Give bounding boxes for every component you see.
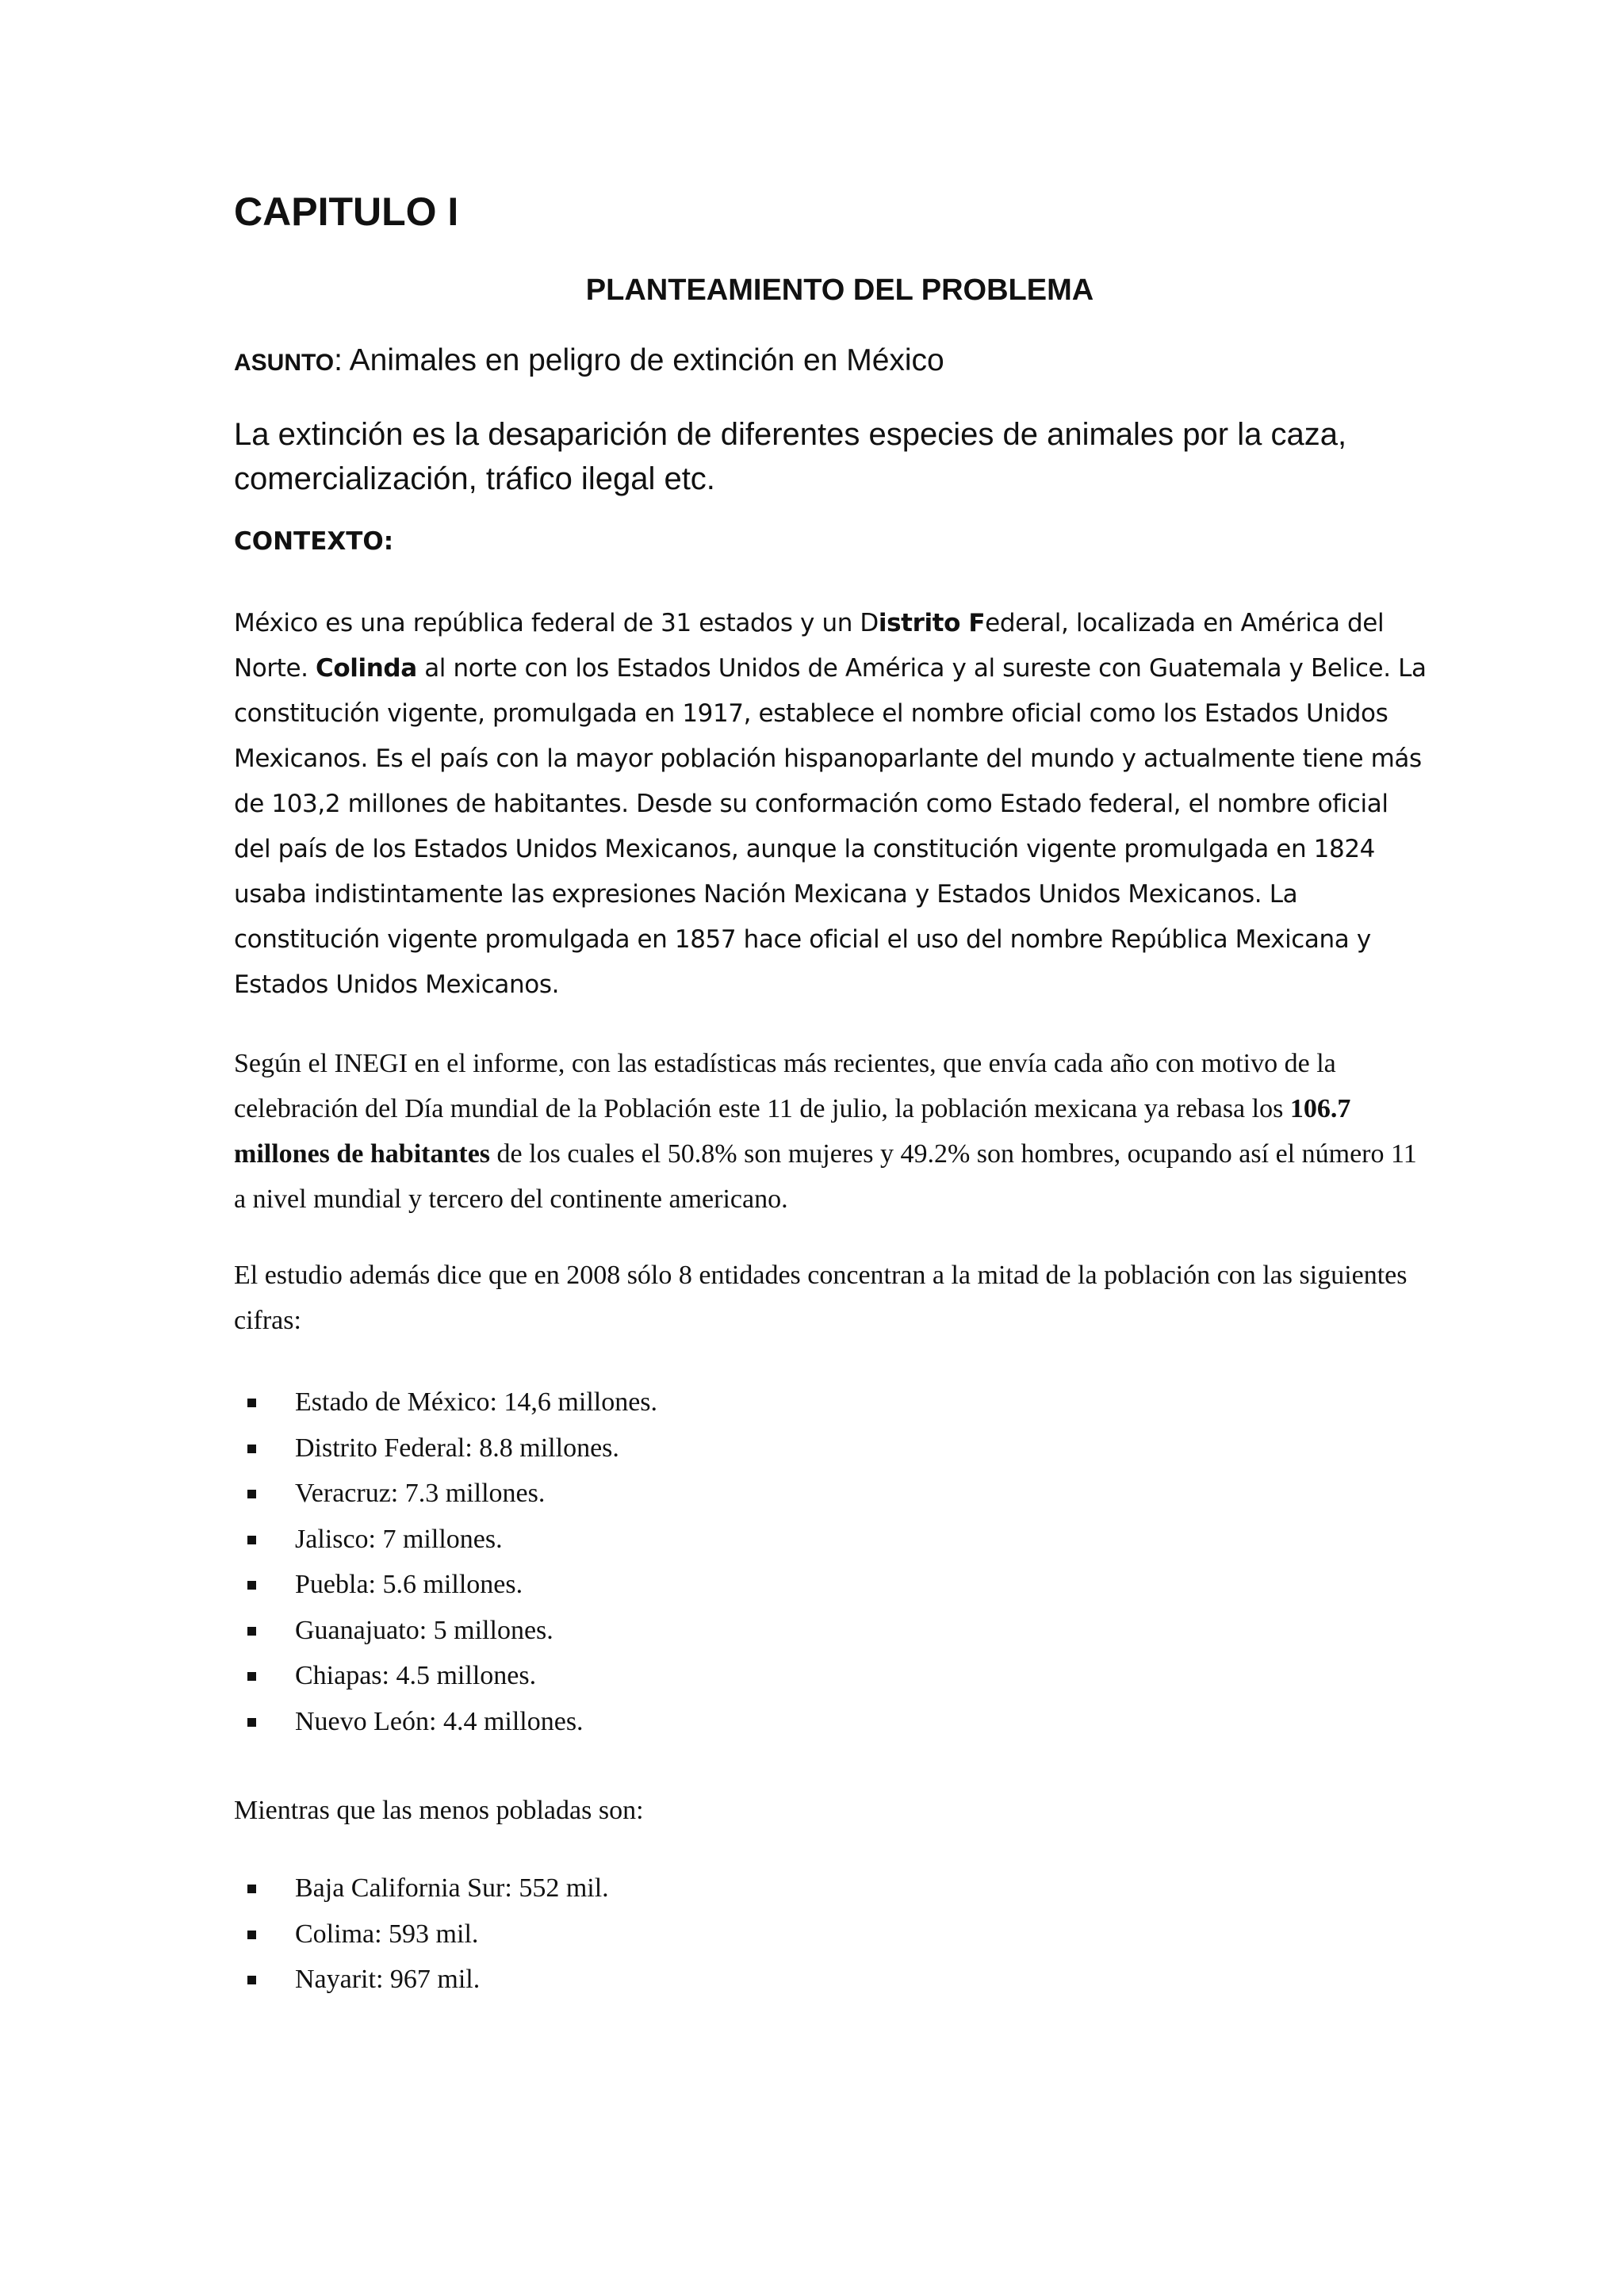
inegi-paragraph-part1: Según el INEGI en el informe, con las estadísticas más recientes, que envía cada año con motivo de la celebración del Día mundial de la Población este 11 de julio, la población mexicana ya rebasa los (234, 1049, 1336, 1123)
mexico-paragraph (234, 601, 1431, 1008)
section-title: PLANTEAMIENTO DEL PROBLEMA (585, 274, 1094, 307)
square-bullet-icon (247, 1931, 256, 1939)
square-bullet-icon (247, 1627, 256, 1636)
mexico-paragraph-bold1: istrito F (878, 609, 986, 637)
square-bullet-icon (247, 1445, 256, 1453)
square-bullet-icon (247, 1399, 256, 1407)
square-bullet-icon (247, 1581, 256, 1590)
estudio-paragraph: El estudio además dice que en 2008 sólo 8 entidades concentran a la mitad de la población con las siguientes cifras: (234, 1261, 1408, 1335)
asunto-label: ASUNTO (234, 350, 335, 376)
inegi-paragraph (234, 1041, 1431, 1222)
square-bullet-icon (247, 1490, 256, 1498)
square-bullet-icon (247, 1718, 256, 1727)
square-bullet-icon (247, 1536, 256, 1544)
square-bullet-icon (247, 1976, 256, 1984)
mexico-paragraph-bold2: Colinda (316, 654, 417, 683)
mexico-paragraph-part3: al norte con los Estados Unidos de América y al sureste con Guatemala y Belice. La constitución vigente, promulgada en 1917, establece el nombre oficial como los Estados Unidos Mexicanos. Es el país con la mayor población hispanoparlante del mundo y actualmente tiene más de 103,2 millones de habitantes. Desde su conformación como Estado federal, el nombre oficial del país de los Estados Unidos Mexicanos, aunque la constitución vigente promulgada en 1824 usaba indistintamente las expresiones Nación Mexicana y Estados Unidos Mexicanos. La constitución vigente promulgada en 1857 hace oficial el uso del nombre República Mexicana y Estados Unidos Mexicanos. (234, 654, 1427, 999)
contexto-label: CONTEXTO: (234, 527, 394, 556)
inegi-paragraph-part2: de los cuales el 50.8% son mujeres y 49.2% son hombres, ocupando así el número 11 a nivel mundial y tercero del continente americano. (234, 1139, 1417, 1214)
definition-paragraph: La extinción es la desaparición de diferentes especies de animales por la caza, comercialización, tráfico ilegal etc. (234, 417, 1347, 496)
square-bullet-icon (247, 1672, 256, 1681)
asunto-line (234, 343, 944, 378)
mexico-paragraph-part2: ederal, localizada en América del Norte. (234, 609, 1385, 683)
mexico-paragraph-part1: México es una república federal de 31 estados y un D (234, 609, 879, 637)
inegi-paragraph-bold: 106.7 millones de habitantes (234, 1094, 1351, 1169)
asunto-text: Animales en peligro de extinción en México (349, 343, 944, 377)
document-page: CAPITULO I PLANTEAMIENTO DEL PROBLEMA ASUNTO: Animales en peligro de extinción en México La extinción es la desaparición de diferentes especies de animales por la caza, comercialización, tráfico ilegal etc. CONTEXTO: México es una república federal de 31 estados y un Distrito Federal, localizada en América del Norte. Colinda al norte con los Estados Unidos de América y al sureste con Guatemala y Belice. La constitución vigente, promulgada en 1917, establece el nombre oficial como los Estados Unidos Mexicanos. Es el país con la mayor población hispanoparlante del mundo y actualmente tiene más de 103,2 millones de habitantes. Desde su conformación como Estado federal, el nombre oficial del país de los Estados Unidos Mexicanos, aunque la constitución vigente promulgada en 1824 usaba indistintamente las expresiones Nación Mexicana y Estados Unidos Mexicanos. La constitución vigente promulgada en 1857 hace oficial el uso del nombre República Mexicana y Estados Unidos Mexicanos. Según el INEGI en el informe, con las estadísticas más recientes, que envía cada año con motivo de la celebración del Día mundial de la Población este 11 de julio, la población mexicana ya rebasa los 106.7 millones de habitantes de los cuales el 50.8% son mujeres y 49.2% son hombres, ocupando así el número 11 a nivel mundial y tercero del continente americano. El estudio además dice que en 2008 sólo 8 entidades concentran a la mitad de la población con las siguientes cifras: Estado de México: 14,6 millones. Distrito Federal: 8.8 millones. Veracruz: 7.3 millones. Jalisco: 7 millones. Puebla: 5.6 millones. Guanajuato: 5 millones. Chiapas: 4.5 millones. Nuevo León: 4.4 millones. Mientras que las menos pobladas son: Baja California Sur: 552 mil. Colima: 593 mil. Nayarit: 967 mil. (0, 0, 1624, 2296)
chapter-heading: CAPITULO I (234, 189, 459, 234)
asunto-separator: : (334, 343, 343, 377)
least-populated-intro: Mientras que las menos pobladas son: (234, 1796, 644, 1825)
square-bullet-icon (247, 1885, 256, 1893)
